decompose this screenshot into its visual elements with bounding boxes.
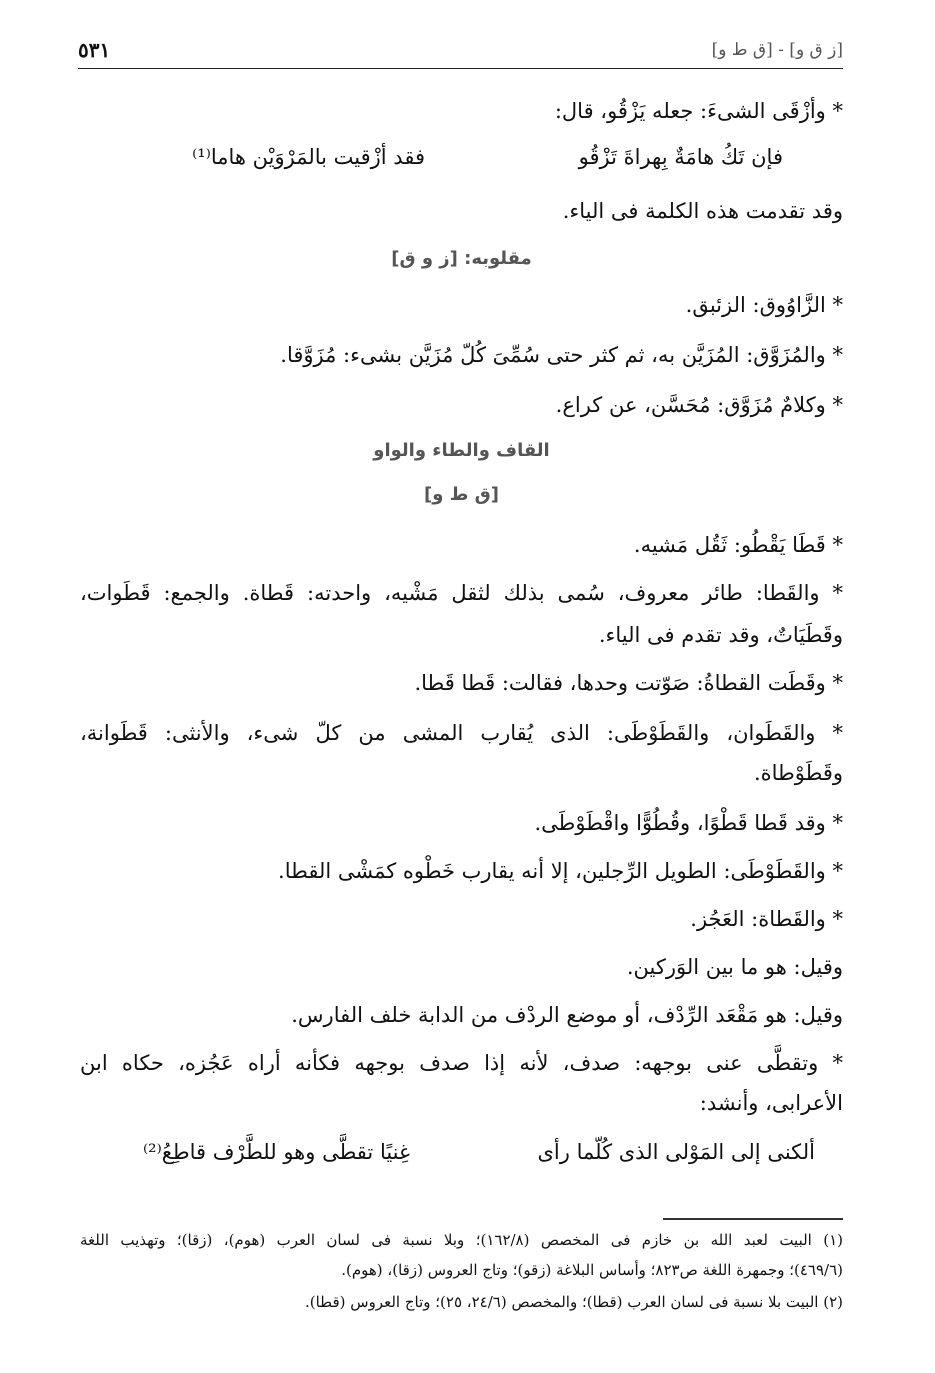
text-line: * وقد قَطا قَطْوًا، وقُطُوًّا واقْطَوْطَى. [534,811,843,835]
section-heading: القاف والطاء والواو [373,440,550,461]
page-number: ٥٣١ [78,38,111,62]
text-line: * وتقطَّى عنى بوجهه: صدف، لأنه إذا صدف بوجهه فكأنه أراه عَجُزه، حكاه ابن [80,1051,843,1075]
verse-2-second-hemistich: غِنيًا تقطَّى وهو للطَّرْف قاطِعُ⁽²⁾ [142,1140,410,1164]
text-line: وقَطَوْطاة. [753,761,843,785]
text-line: * الزَّاوُوق: الزئبق. [685,293,843,317]
running-head: [ز ق و] - [ق ط و] [711,40,843,60]
text-line: * والقَطاة: العَجُز. [690,907,843,931]
text-line: * وكلامٌ مُزَوَّق: مُحَسَّن، عن كراع. [555,393,843,417]
text-line: * والقَطا: طائر معروف، سُمى بذلك لثقل مَشْيه، واحدته: قَطاة. والجمع: قَطَوات، [80,581,843,605]
text-line: * والمُزَوَّق: المُزَيَّن به، ثم كثر حتى سُمِّىَ كُلّ مُزَيَّن بشىء: مُزَوَّقا. [280,343,843,367]
verse-1-second-hemistich: فقد أزْقيت بالمَرْوَيْن هاما⁽¹⁾ [192,145,425,169]
root-heading: [ق ط و] [424,484,499,505]
footnote-1-line-1: (١) البيت لعبد الله بن خازم فى المخصص (١٦٢/٨)؛ وبلا نسبة فى لسان العرب (هوم)، (زقا)؛ وتهذيب اللغة [80,1231,844,1249]
text-line: وقيل: هو ما بين الوَركين. [626,955,843,979]
verse-1-first-hemistich: فإن تَكُ هامَةٌ بِهراةَ تَزْقُو [578,145,783,169]
text-line: الأعرابى، وأنشد: [699,1091,843,1115]
text-line: * وأزْقَى الشىءَ: جعله يَزْقُو، قال: [554,99,843,123]
text-line: * والقَطَوْطَى: الطويل الرِّجلين، إلا أنه يقارب خَطْوه كمَشْى القطا. [278,859,843,883]
text-line: * قَطَا يَقْطُو: ثَقُل مَشيه. [633,533,843,557]
text-line: وقَطَيَاتٌ، وقد تقدم فى الياء. [598,623,843,647]
text-line: * وقَطَت القطاةُ: صَوّتت وحدها، فقالت: قَطا قَطا. [414,671,843,695]
page-header [78,38,843,69]
footnote-divider [663,1218,843,1220]
text-line: وقيل: هو مَقْعَد الرِّدْف، أو موضع الردْف من الدابة خلف الفارس. [291,1003,843,1027]
text-line: وقد تقدمت هذه الكلمة فى الياء. [562,199,843,223]
text-line: * والقَطَوان، والقَطَوْطَى: الذى يُقارب المشى من كلّ شىء، والأنثى: قَطَوانة، [80,721,843,745]
footnote-1-line-2: (٤٦٩/٦)؛ وجمهرة اللغة ص٨٢٣؛ وأساس البلاغة (زقو)؛ وتاج العروس (زقا)، (هوم). [341,1261,843,1279]
footnote-2: (٢) البيت بلا نسبة فى لسان العرب (قطا)؛ والمخصص (٢٤/٦، ٢٥)؛ وتاج العروس (قطا). [304,1293,843,1311]
verse-2-first-hemistich: ألكنى إلى المَوْلى الذى كُلّما رأى [537,1140,815,1164]
heading-maqlub: مقلوبه: [ز و ق] [391,248,532,269]
